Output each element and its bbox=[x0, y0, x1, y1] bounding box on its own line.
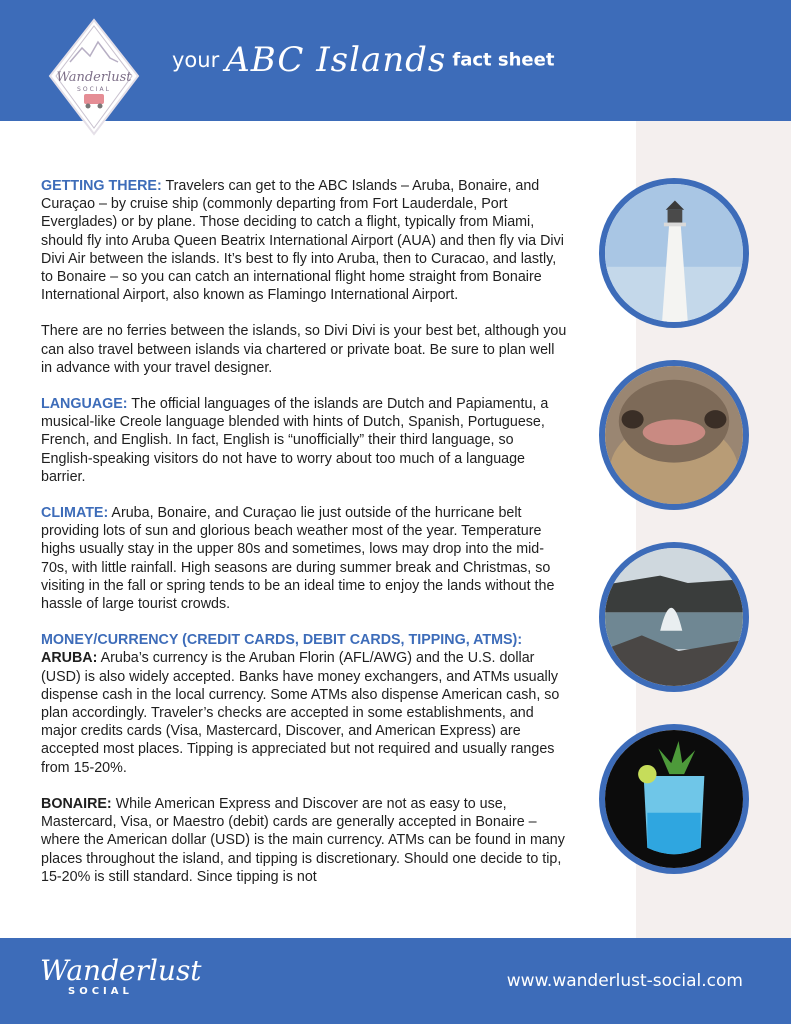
aruba-money-text: Aruba’s currency is the Aruban Florin (AFL/AWG) and the U.S. dollar (USD) is also widely accepted. Banks have money exchangers, and ATMs usually dispense cash in the local currency. Some ATMs also dispense American cash, so plan accordingly. Traveler’s checks are accepted in some establishments, and major credits cards (Visa, Mastercard, Discover, and American Express) are accepted most places. Tipping is appreciated but not required and usually ranges from 15-20%. bbox=[41, 650, 560, 776]
getting-there-section bbox=[41, 177, 569, 304]
language-heading: LANGUAGE: bbox=[41, 396, 128, 413]
bonaire-heading: BONAIRE: bbox=[41, 795, 112, 812]
wave-rocks-photo bbox=[599, 542, 749, 692]
title-script: ABC Islands bbox=[225, 40, 447, 80]
getting-there-heading: GETTING THERE: bbox=[41, 178, 162, 194]
wanderlust-logo-badge bbox=[48, 18, 140, 138]
language-section bbox=[41, 395, 569, 486]
language-text: The official languages of the islands are Dutch and Papiamentu, a musical-like Creole language blended with hints of Dutch, Spanish, Portuguese, French, and English. In fact, English is “unofficially” their third language, so English-speaking visitors do not have to worry about too much of a language barrier. bbox=[41, 396, 549, 485]
website-url[interactable]: www.wanderlust-social.com bbox=[506, 971, 743, 991]
ostrich-photo bbox=[599, 360, 749, 510]
title-prefix: your bbox=[172, 48, 220, 72]
climate-heading: CLIMATE: bbox=[41, 505, 109, 522]
ferries-text: There are no ferries between the islands, so Divi Divi is your best bet, although you can also travel between islands via chartered or private boat. Be sure to plan well in advance with your travel designer. bbox=[41, 323, 567, 376]
fact-sheet-body bbox=[41, 177, 569, 904]
page-footer bbox=[0, 938, 791, 1024]
blue-cocktail-photo bbox=[599, 724, 749, 874]
aruba-money-section bbox=[41, 649, 569, 776]
title-suffix: fact sheet bbox=[452, 49, 555, 71]
ferries-paragraph bbox=[41, 322, 569, 377]
footer-logo bbox=[40, 956, 202, 997]
bonaire-money-section bbox=[41, 795, 569, 886]
footer-logo-subtext: SOCIAL bbox=[68, 986, 133, 997]
climate-section bbox=[41, 504, 569, 613]
money-heading-line bbox=[41, 631, 569, 649]
aruba-heading: ARUBA: bbox=[41, 650, 98, 667]
bonaire-money-text: While American Express and Discover are not as easy to use, Mastercard, Visa, or Maestro (debit) cards are generally accepted in Bonaire – where the American dollar (USD) is the main currency. ATMs can be found in many places throughout the island, and tipping is discretionary. Should one decide to tip, 15-20% is still standard. Since tipping is not bbox=[41, 795, 565, 885]
page-header bbox=[0, 0, 791, 121]
logo-subtext: SOCIAL bbox=[77, 86, 111, 93]
money-heading: MONEY/CURRENCY (CREDIT CARDS, DEBIT CARDS, TIPPING, ATMS): bbox=[41, 632, 523, 649]
page-title bbox=[172, 40, 554, 80]
logo-wordmark: Wanderlust bbox=[56, 70, 132, 85]
getting-there-text: Travelers can get to the ABC Islands – Aruba, Bonaire, and Curaçao – by cruise ship (commonly departing from Fort Lauderdale, Port Everglades) or by plane. Those deciding to catch a flight, typically from Miami, should fly into Aruba Queen Beatrix International Airport (AUA) and then fly via Divi Divi Air between the islands. It’s best to fly into Aruba, then to Curacao, and lastly, to Bonaire – so you can catch an international flight home straight from Bonaire International Airport, also known as Flamingo International Airport. bbox=[41, 178, 564, 304]
footer-logo-wordmark: Wanderlust bbox=[40, 954, 202, 987]
climate-text: Aruba, Bonaire, and Curaçao lie just outside of the hurricane belt providing lots of sun and glorious beach weather most of the year. Temperature highs usually stay in the upper 80s and sometimes, lows may drop into the mid-70s, with little rainfall. High seasons are during summer break and Christmas, so visiting in the fall or spring tends to be an ideal time to enjoy the lands without the hassle of large tourist crowds. bbox=[41, 505, 555, 613]
lighthouse-photo bbox=[599, 178, 749, 328]
